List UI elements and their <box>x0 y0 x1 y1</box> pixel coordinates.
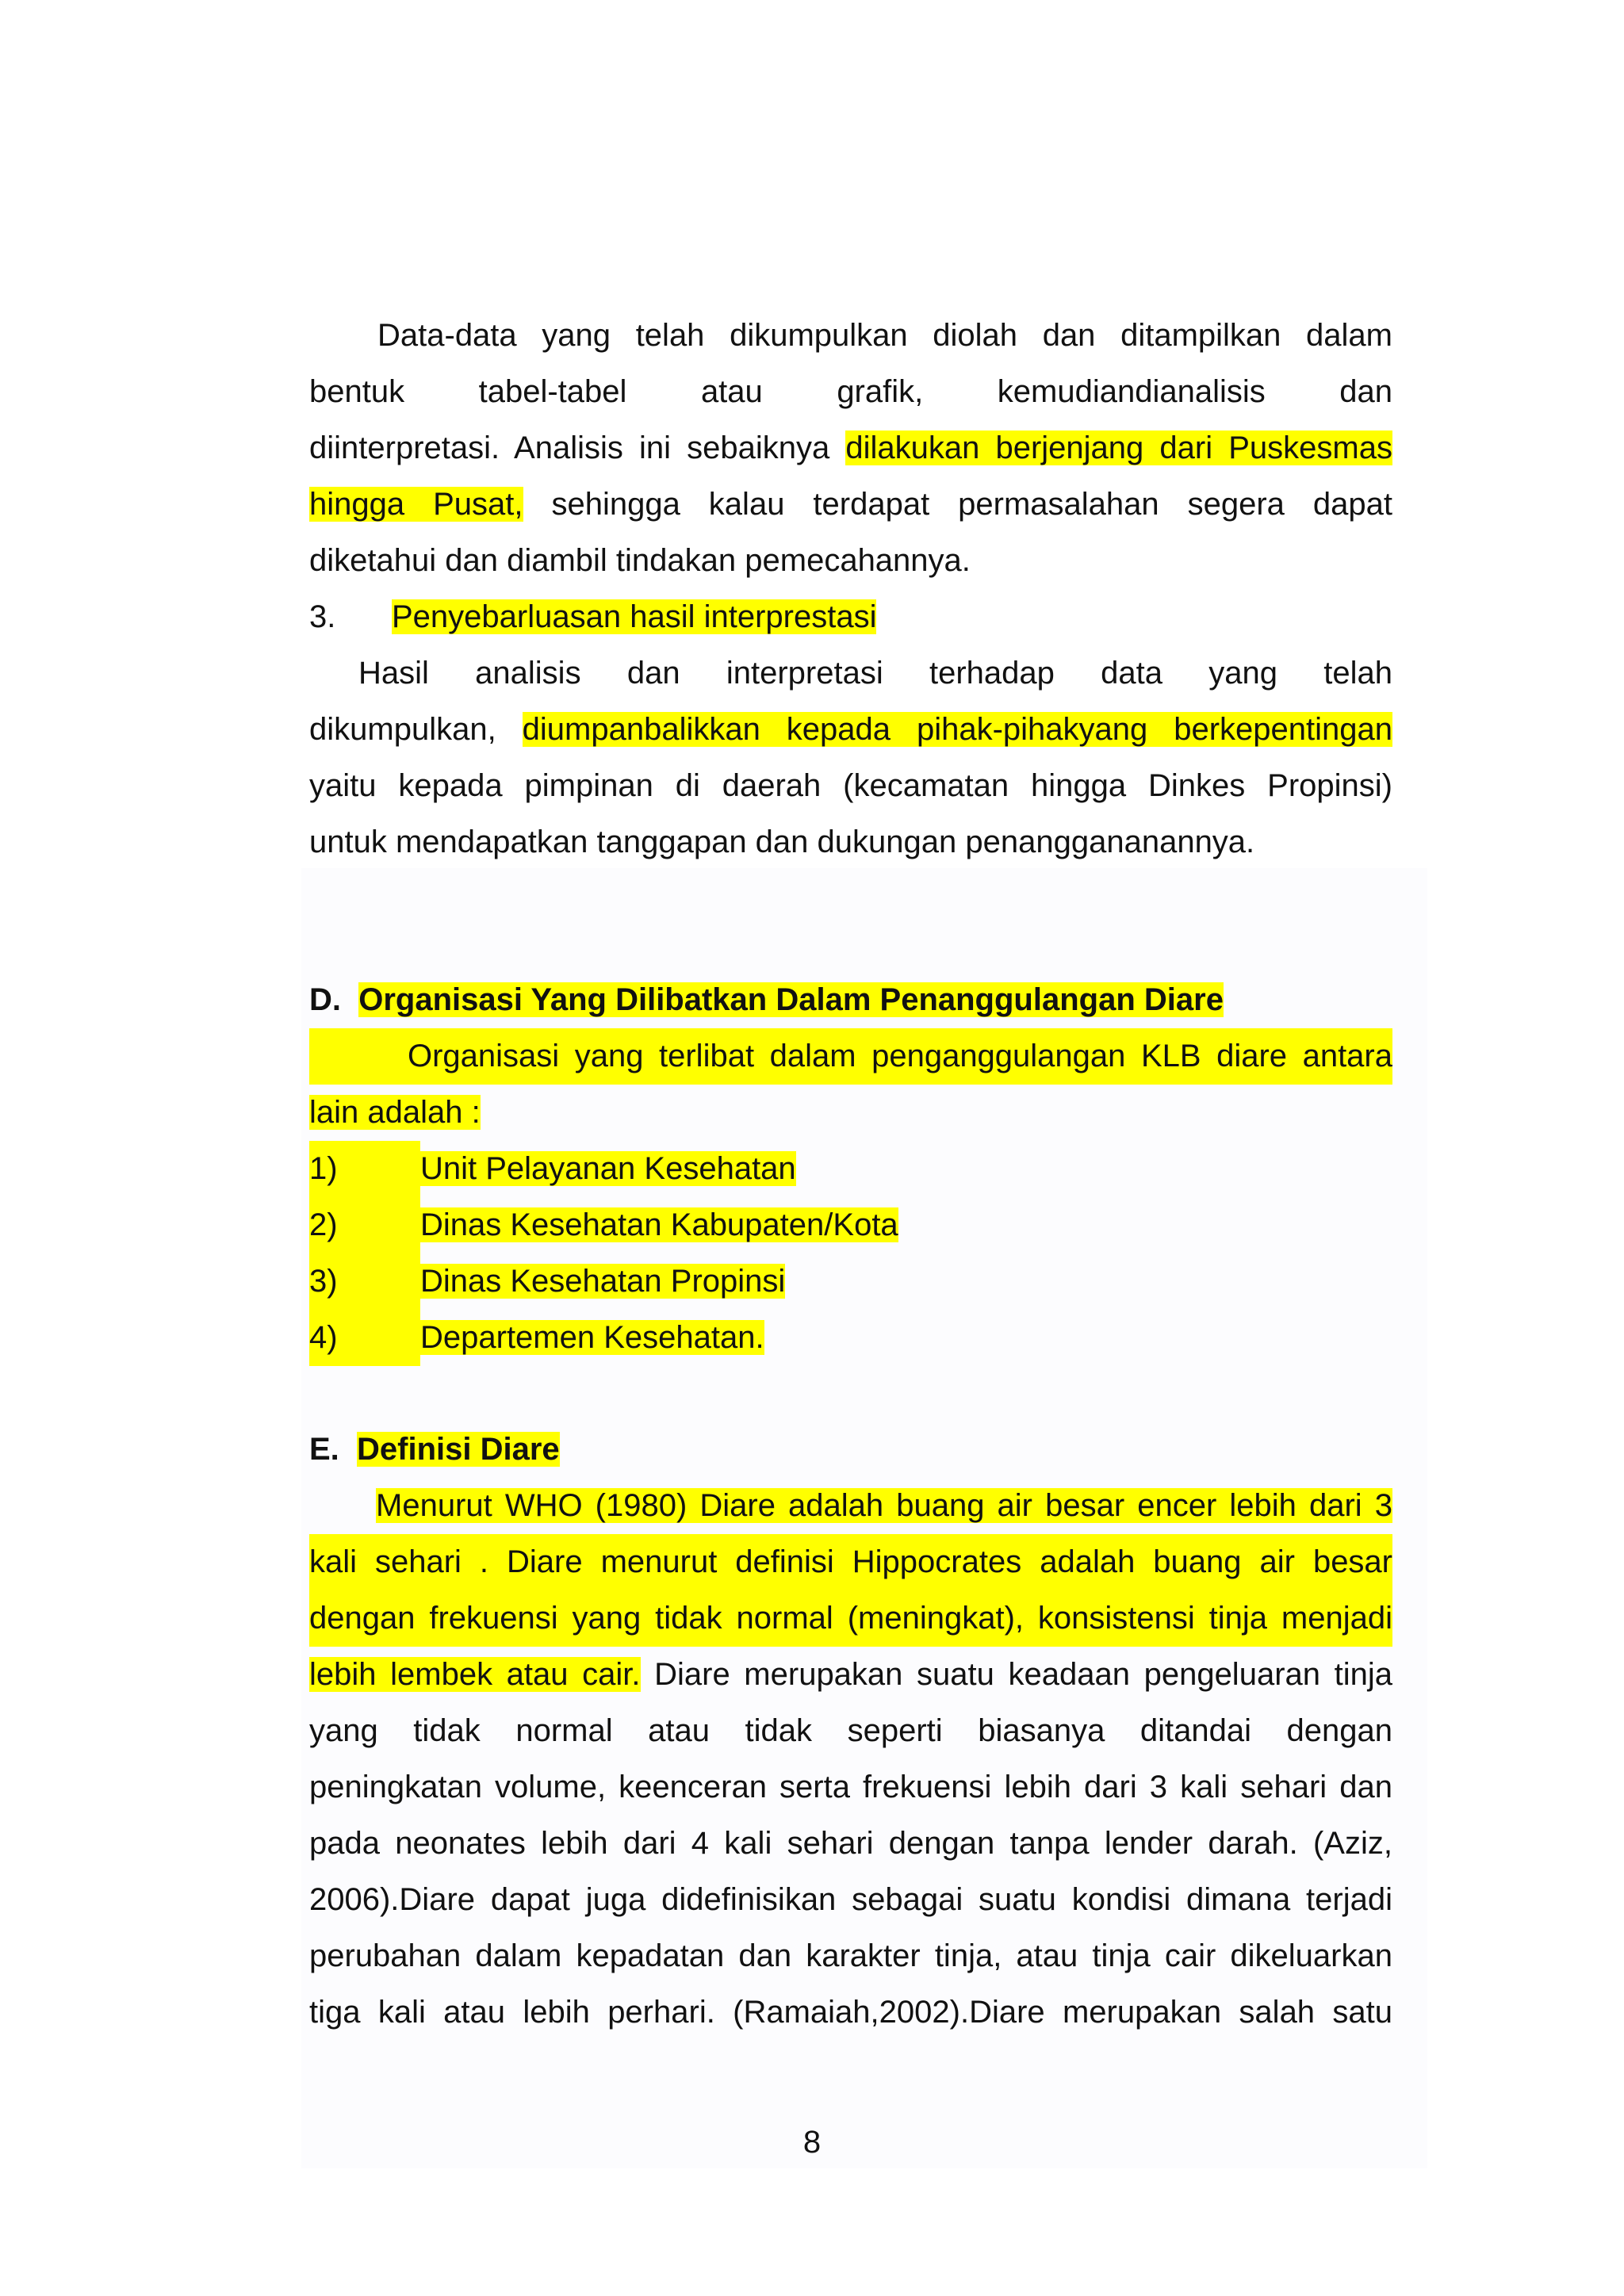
page-number: 8 <box>802 2125 822 2160</box>
item-title: Penyebarluasan hasil interprestasi <box>392 599 877 634</box>
section-d-intro-line-2: lain adalah : <box>309 1095 481 1130</box>
section-d-intro-line-1: Organisasi yang terlibat dalam penganggulangan KLB diare antara <box>309 1028 1392 1085</box>
section-e-line-5: yang tidak normal atau tidak seperti biasanya ditandai dengan <box>309 1713 1392 1748</box>
section-e-line-2: kali sehari . Diare menurut definisi Hippocrates adalah buang air besar <box>309 1534 1392 1590</box>
section-e-line-9: perubahan dalam kepadatan dan karakter tinja, atau tinja cair dikeluarkan <box>309 1938 1392 1973</box>
page-body <box>309 308 1392 2041</box>
numbered-item-3 <box>309 589 1392 645</box>
paragraph-2-line-1: Hasil analisis dan interpretasi terhadap data yang telah <box>358 656 1392 691</box>
highlighted-text: lebih lembek atau cair. <box>309 1657 641 1692</box>
list-text: Departemen Kesehatan. <box>420 1320 764 1355</box>
section-e-line-7: pada neonates lebih dari 4 kali sehari dengan tanpa lender darah. (Aziz, <box>309 1826 1392 1861</box>
paragraph-1-line-4: hingga Pusat, sehingga kalau terdapat permasalahan segera dapat <box>309 487 1392 522</box>
section-e-line-10: tiga kali atau lebih perhari. (Ramaiah,2002).Diare merupakan salah satu <box>309 1995 1392 2030</box>
list-number: 4) <box>309 1310 420 1366</box>
list-number: 2) <box>309 1197 420 1253</box>
highlighted-text: diumpanbalikkan kepada pihak-pihakyang berkepentingan <box>522 712 1393 747</box>
list-item <box>309 1310 1392 1366</box>
section-e-heading <box>309 1422 1392 1478</box>
paragraph-1-line-2: bentuk tabel-tabel atau grafik, kemudiandianalisis dan <box>309 374 1392 409</box>
highlighted-text: dilakukan berjenjang dari Puskesmas <box>845 430 1392 465</box>
paragraph-2-line-3: yaitu kepada pimpinan di daerah (kecamatan hingga Dinkes Propinsi) <box>309 768 1392 803</box>
list-text: Unit Pelayanan Kesehatan <box>420 1151 796 1186</box>
paragraph-1-line-3: diinterpretasi. Analisis ini sebaiknya dilakukan berjenjang dari Puskesmas <box>309 430 1392 465</box>
list-number: 1) <box>309 1141 420 1197</box>
section-title: Organisasi Yang Dilibatkan Dalam Penanggulangan Diare <box>358 982 1224 1017</box>
highlighted-text: hingga Pusat, <box>309 487 523 522</box>
paragraph-1-line-1: Data-data yang telah dikumpulkan diolah dan ditampilkan dalam <box>377 318 1392 353</box>
paragraph-2-line-2: dikumpulkan, diumpanbalikkan kepada pihak-pihakyang berkepentingan <box>309 712 1393 747</box>
list-text: Dinas Kesehatan Kabupaten/Kota <box>420 1207 898 1242</box>
section-e-line-6: peningkatan volume, keenceran serta frekuensi lebih dari 3 kali sehari dan <box>309 1770 1392 1804</box>
section-letter: E. <box>309 1432 339 1467</box>
section-e-line-3: dengan frekuensi yang tidak normal (meningkat), konsistensi tinja menjadi <box>309 1590 1392 1647</box>
section-title: Definisi Diare <box>357 1432 560 1467</box>
section-letter: D. <box>309 982 341 1017</box>
list-item <box>309 1141 1392 1197</box>
list-number: 3) <box>309 1253 420 1310</box>
item-number: 3. <box>309 599 336 634</box>
section-e-line-1: Menurut WHO (1980) Diare adalah buang air besar encer lebih dari 3 <box>376 1488 1392 1523</box>
list-item <box>309 1253 1392 1310</box>
paragraph-2-line-4: untuk mendapatkan tanggapan dan dukungan penanggananannya. <box>309 825 1255 859</box>
section-d-heading <box>309 972 1392 1028</box>
section-e-line-4: lebih lembek atau cair. Diare merupakan suatu keadaan pengeluaran tinja <box>309 1657 1392 1692</box>
section-e-line-8: 2006).Diare dapat juga didefinisikan sebagai suatu kondisi dimana terjadi <box>309 1882 1392 1917</box>
list-text: Dinas Kesehatan Propinsi <box>420 1264 786 1299</box>
paragraph-1-line-5: diketahui dan diambil tindakan pemecahannya. <box>309 543 971 578</box>
list-item <box>309 1197 1392 1253</box>
